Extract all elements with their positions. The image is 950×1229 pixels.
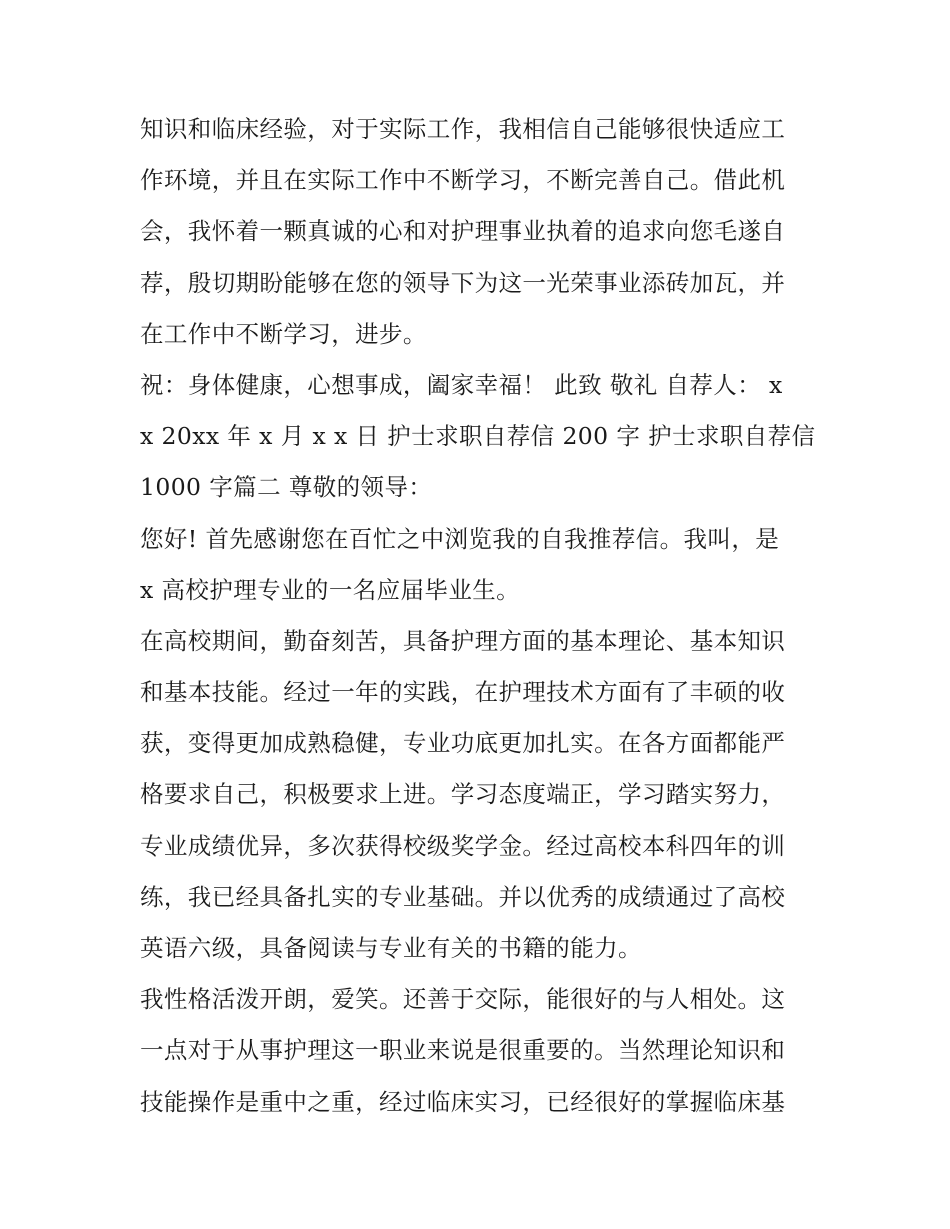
text-line: 您好! 首先感谢您在百忙之中浏览我的自我推荐信。我叫，是: [140, 524, 780, 553]
text-line: 1000 字篇二 尊敬的领导：: [140, 473, 433, 502]
text-line: 技能操作是重中之重，经过临床实习，已经很好的掌握临床基: [140, 1087, 786, 1116]
document-body: [140, 104, 815, 1128]
text-line: 获，变得更加成熟稳健，专业功底更加扎实。在各方面都能严: [140, 729, 786, 758]
text-line: 知识和临床经验，对于实际工作，我相信自己能够很快适应工: [140, 115, 786, 143]
text-line: x 高校护理专业的一名应届毕业生。: [140, 575, 521, 604]
text-line: 荐，殷切期盼能够在您的领导下为这一光荣事业添砖加瓦，并: [140, 268, 786, 297]
text-line: 一点对于从事护理这一职业来说是很重要的。当然理论知识和: [140, 1036, 786, 1065]
text-line: 专业成绩优异，多次获得校级奖学金。经过高校本科四年的训: [140, 831, 786, 860]
text-line: 祝：身体健康，心想事成，阖家幸福！ 此致 敬礼 自荐人： x: [140, 370, 783, 399]
text-line: 英语六级，具备阅读与专业有关的书籍的能力。: [140, 934, 642, 962]
text-line: 作环境，并且在实际工作中不断学习，不断完善自己。借此机: [140, 166, 786, 195]
text-line: 在高校期间，勤奋刻苦，具备护理方面的基本理论、基本知识: [140, 626, 786, 655]
text-line: x 20xx 年 x 月 x x 日 护士求职自荐信 200 字 护士求职自荐信: [140, 422, 816, 451]
text-line: 我性格活泼开朗，爱笑。还善于交际，能很好的与人相处。这: [140, 985, 786, 1014]
text-line: 在工作中不断学习，进步。: [140, 319, 427, 348]
text-line: 练，我已经具备扎实的专业基础。并以优秀的成绩通过了高校: [140, 882, 786, 911]
text-line: 格要求自己，积极要求上进。学习态度端正，学习踏实努力，: [140, 780, 786, 809]
text-line: 和基本技能。经过一年的实践，在护理技术方面有了丰硕的收: [140, 678, 786, 707]
text-line: 会，我怀着一颗真诚的心和对护理事业执着的追求向您毛遂自: [140, 217, 786, 246]
